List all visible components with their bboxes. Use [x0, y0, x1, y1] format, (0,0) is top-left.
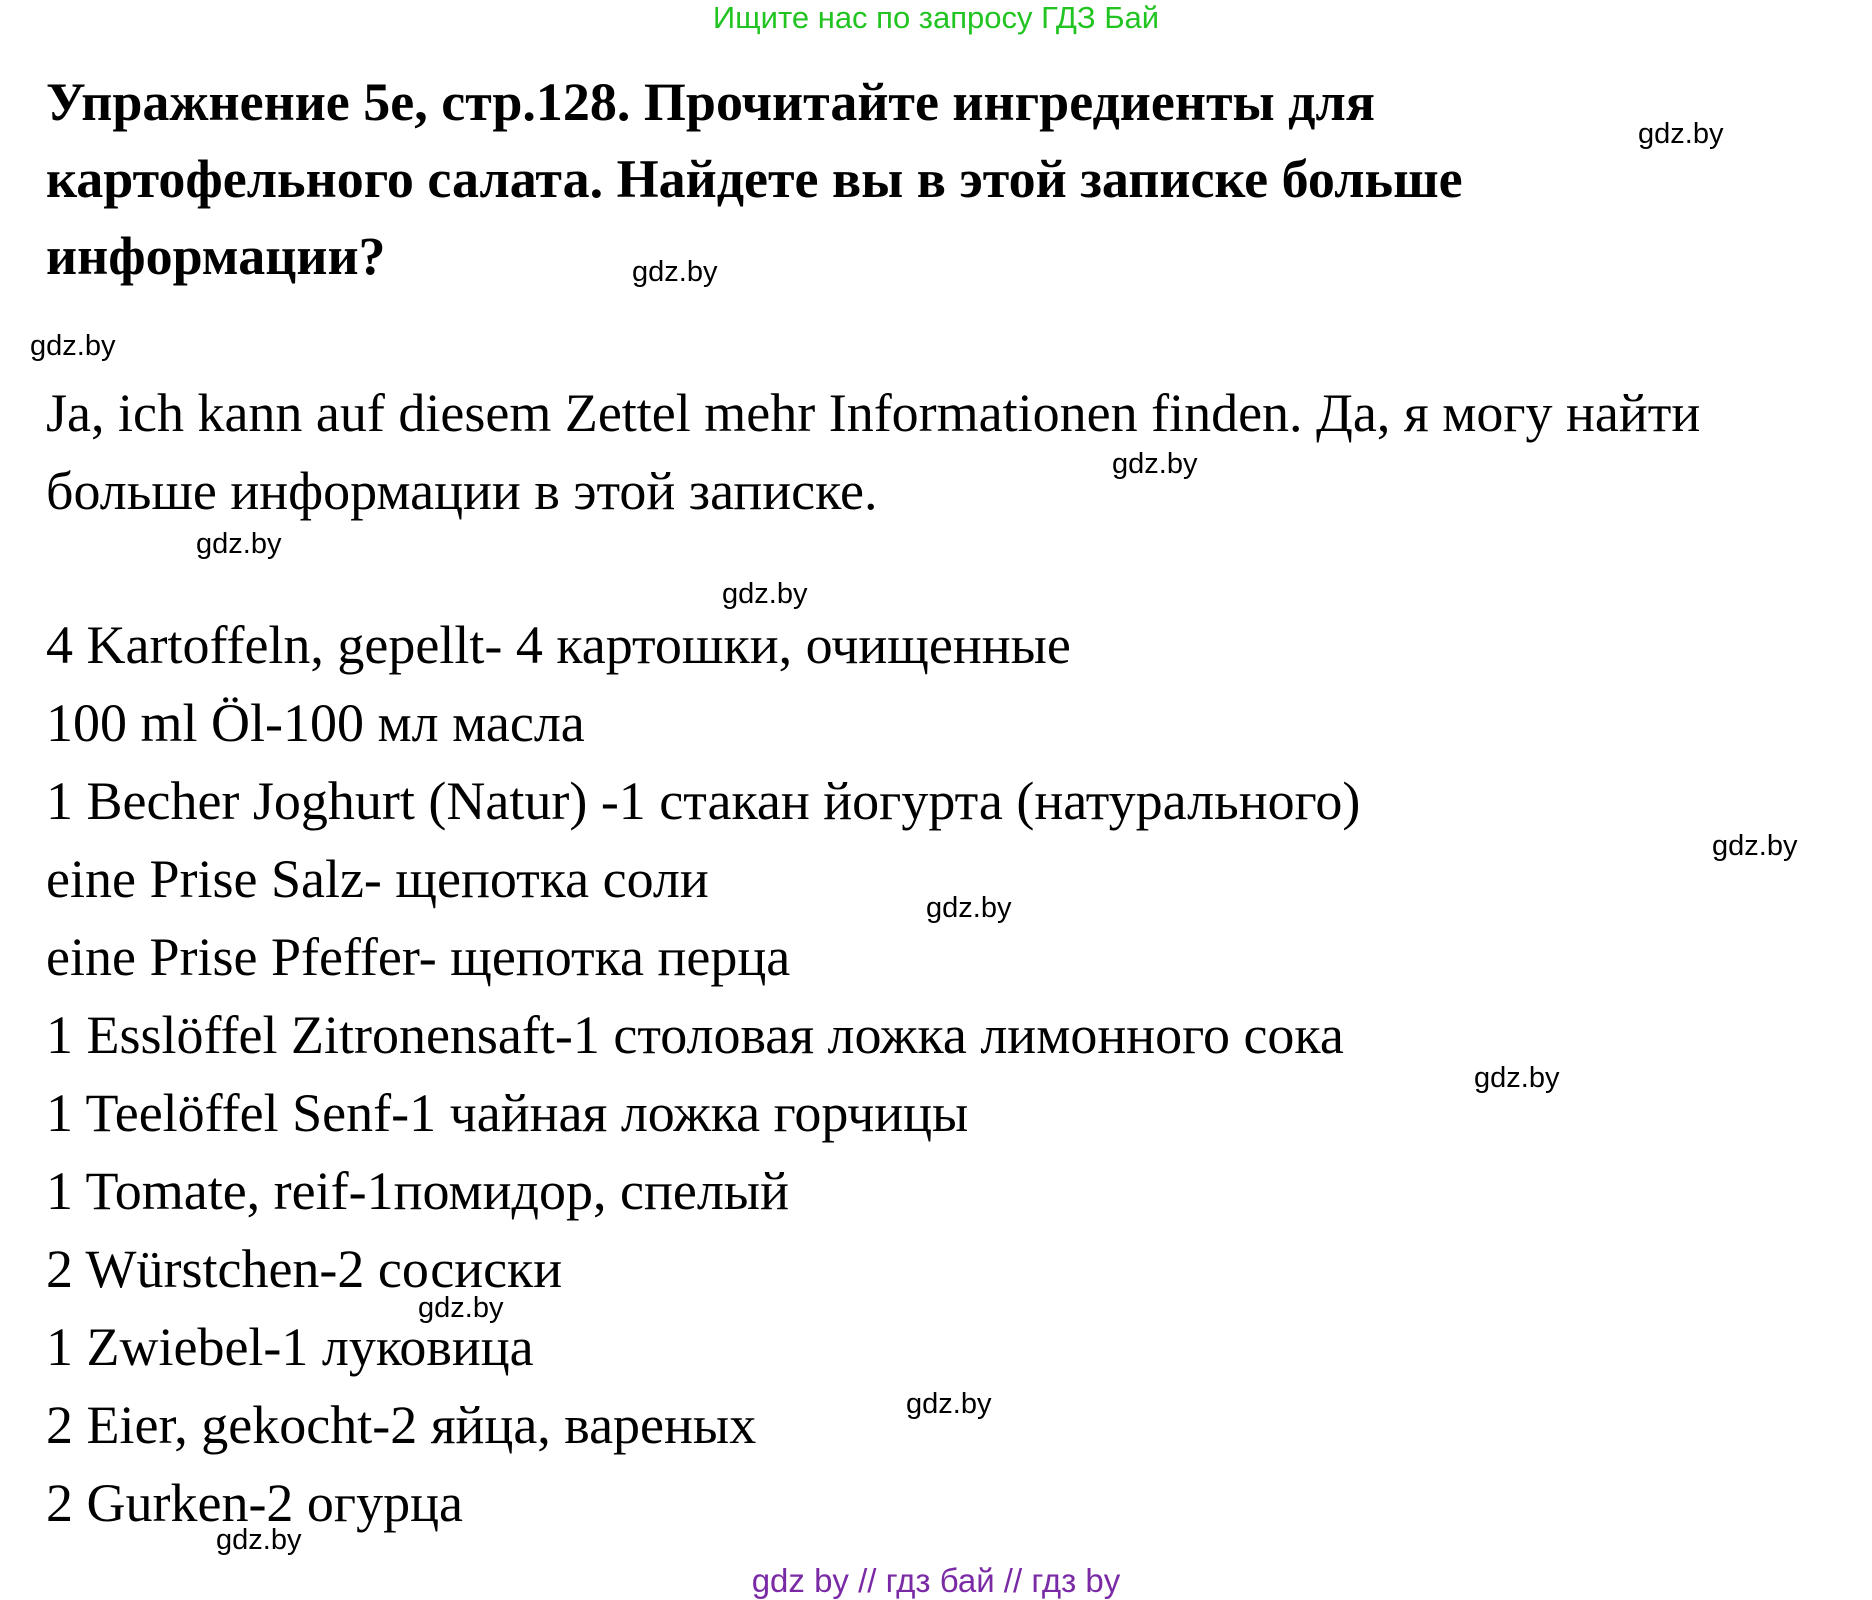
- watermark: gdz.by: [1712, 830, 1798, 862]
- ingredient-item: 2 Eier, gekocht-2 яйца, вареных: [46, 1395, 757, 1455]
- ingredient-item: 1 Becher Joghurt (Natur) -1 стакан йогурта (натурального): [46, 771, 1361, 831]
- watermark: gdz.by: [30, 330, 116, 362]
- watermark: gdz.by: [196, 528, 282, 560]
- watermark: gdz.by: [1638, 118, 1724, 150]
- watermark: gdz.by: [1112, 448, 1198, 480]
- ingredient-item: 2 Gurken-2 огурца: [46, 1473, 463, 1533]
- site-search-hint[interactable]: Ищите нас по запросу ГДЗ Бай: [712, 0, 1160, 35]
- watermark: gdz.by: [418, 1292, 504, 1324]
- watermark: gdz.by: [926, 892, 1012, 924]
- ingredient-item: 1 Teelöffel Senf-1 чайная ложка горчицы: [46, 1083, 969, 1143]
- ingredient-item: eine Prise Pfeffer- щепотка перца: [46, 927, 791, 987]
- footer-links[interactable]: gdz by // гдз бай // гдз by: [751, 1562, 1121, 1599]
- ingredient-item: 1 Tomate, reif-1помидор, спелый: [46, 1161, 789, 1221]
- ingredient-item: 4 Kartoffeln, gepellt- 4 картошки, очищенные: [46, 615, 1071, 675]
- ingredient-item: 100 ml Öl-100 мл масла: [46, 693, 585, 753]
- watermark: gdz.by: [632, 256, 718, 288]
- ingredient-list: [46, 606, 1360, 1542]
- exercise-title: Упражнение 5е, стр.128. Прочитайте ингредиенты для картофельного салата. Найдете вы в этой записке больше информации?: [46, 72, 1463, 286]
- watermark: gdz.by: [722, 578, 808, 610]
- watermark: gdz.by: [216, 1524, 302, 1556]
- ingredient-item: eine Prise Salz- щепотка соли: [46, 849, 709, 909]
- watermark: gdz.by: [906, 1388, 992, 1420]
- ingredient-item: 1 Zwiebel-1 луковица: [46, 1317, 534, 1377]
- ingredient-item: 1 Esslöffel Zitronensaft-1 столовая ложка лимонного сока: [46, 1005, 1344, 1065]
- watermark: gdz.by: [1474, 1062, 1560, 1094]
- ingredient-item: 2 Würstchen-2 сосиски: [46, 1239, 563, 1299]
- exercise-answer: Ja, ich kann auf diesem Zettel mehr Informationen finden. Да, я могу найти больше информации в этой записке.: [46, 383, 1701, 521]
